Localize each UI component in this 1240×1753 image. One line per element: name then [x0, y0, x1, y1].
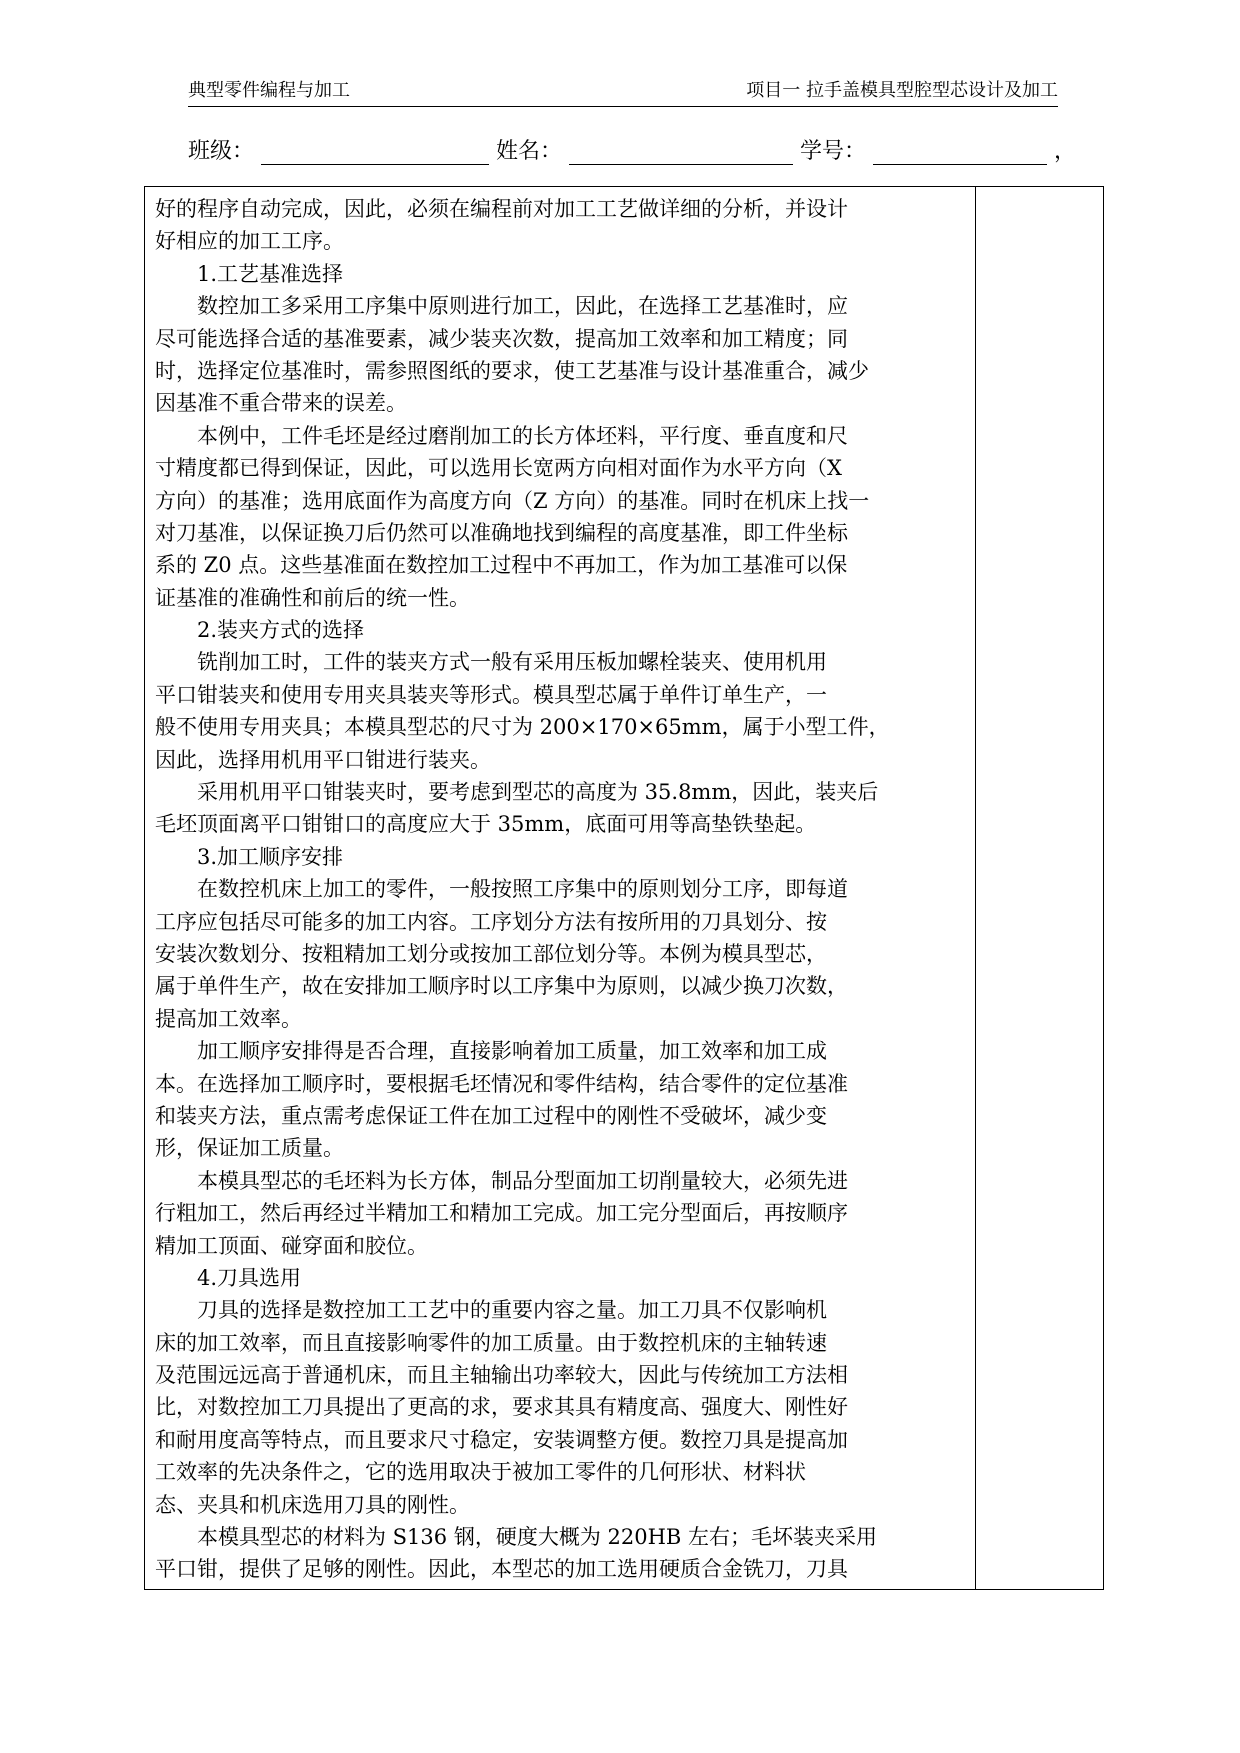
name-blank[interactable]: [569, 140, 793, 165]
text-line: 床的加工效率，而且直接影响零件的加工质量。由于数控机床的主轴转速: [155, 1330, 827, 1355]
student-id-label: 学号：: [800, 139, 867, 164]
column-divider: [975, 187, 976, 1589]
text-line: 毛坯顶面离平口钳钳口的高度应大于 35mm，底面可用等高垫铁垫起。: [155, 812, 817, 837]
text-line: 采用机用平口钳装夹时，要考虑到型芯的高度为 35.8mm，因此，装夹后: [197, 780, 879, 805]
content-table: [144, 186, 1104, 1590]
text-line: 比，对数控加工刀具提出了更高的求，要求其具有精度高、强度大、刚性好: [155, 1395, 848, 1420]
text-line: 般不使用专用夹具；本模具型芯的尺寸为 200×170×65mm，属于小型工件，: [155, 715, 890, 740]
text-line: 好的程序自动完成，因此，必须在编程前对加工工艺做详细的分析，并设计: [155, 197, 848, 221]
text-line: 加工顺序安排得是否合理，直接影响着加工质量，加工效率和加工成: [197, 1039, 827, 1064]
text-line: 证基准的准确性和前后的统一性。: [155, 585, 470, 610]
class-label: 班级：: [188, 139, 255, 164]
page-header: [188, 76, 1058, 107]
student-id-blank[interactable]: [873, 140, 1047, 165]
text-line: 铣削加工时，工件的装夹方式一般有采用压板加螺栓装夹、使用机用: [197, 650, 827, 675]
course-title: 典型零件编程与加工: [188, 80, 350, 101]
text-line: 和装夹方法，重点需考虑保证工件在加工过程中的刚性不受破坏，减少变: [155, 1103, 827, 1128]
text-line: 平口钳，提供了足够的刚性。因此，本型芯的加工选用硬质合金铣刀，刀具: [155, 1557, 848, 1582]
text-line: 因基准不重合带来的误差。: [155, 391, 407, 416]
section-heading: 1.工艺基准选择: [197, 261, 344, 286]
text-line: 尽可能选择合适的基准要素，减少装夹次数，提高加工效率和加工精度；同: [155, 326, 848, 351]
text-line: 本模具型芯的毛坯料为长方体，制品分型面加工切削量较大，必须先进: [197, 1168, 848, 1193]
text-line: 属于单件生产，故在安排加工顺序时以工序集中为原则，以减少换刀次数，: [155, 974, 848, 999]
text-line: 工效率的先决条件之，它的选用取决于被加工零件的几何形状、材料状: [155, 1460, 806, 1485]
text-line: 及范围远远高于普通机床，而且主轴输出功率较大，因此与传统加工方法相: [155, 1363, 848, 1388]
text-line: 因此，选择用机用平口钳进行装夹。: [155, 747, 491, 772]
text-line: 好相应的加工工序。: [155, 229, 344, 254]
text-line: 行粗加工，然后再经过半精加工和精加工完成。加工完分型面后，再按顺序: [155, 1201, 848, 1226]
trailing-comma: ，: [1054, 139, 1077, 164]
student-info-row: [188, 134, 1077, 164]
text-line: 形，保证加工质量。: [155, 1136, 344, 1161]
text-line: 工序应包括尽可能多的加工内容。工序划分方法有按所用的刀具划分、按: [155, 909, 827, 934]
text-line: 提高加工效率。: [155, 1006, 302, 1031]
text-line: 在数控机床上加工的零件，一般按照工序集中的原则划分工序，即每道: [197, 877, 848, 902]
text-line: 数控加工多采用工序集中原则进行加工，因此，在选择工艺基准时，应: [197, 294, 848, 319]
text-line: 方向）的基准；选用底面作为高度方向（Z 方向）的基准。同时在机床上找一: [155, 488, 870, 513]
text-line: 精加工顶面、碰穿面和胶位。: [155, 1233, 428, 1258]
body-text: [155, 193, 971, 1586]
text-line: 态、夹具和机床选用刀具的刚性。: [155, 1492, 470, 1517]
text-line: 时，选择定位基准时，需参照图纸的要求，使工艺基准与设计基准重合，减少: [155, 358, 869, 383]
text-line: 本模具型芯的材料为 S136 钢，硬度大概为 220HB 左右；毛坏装夹采用: [197, 1525, 877, 1550]
text-line: 寸精度都已得到保证，因此，可以选用长宽两方向相对面作为水平方向（X: [155, 456, 842, 481]
section-heading: 3.加工顺序安排: [197, 844, 344, 869]
text-line: 对刀基准，以保证换刀后仍然可以准确地找到编程的高度基准，即工件坐标: [155, 520, 848, 545]
class-blank[interactable]: [261, 140, 489, 165]
name-label: 姓名：: [496, 139, 563, 164]
text-line: 和耐用度高等特点，而且要求尺寸稳定，安装调整方便。数控刀具是提高加: [155, 1427, 848, 1452]
text-line: 系的 Z0 点。这些基准面在数控加工过程中不再加工，作为加工基准可以保: [155, 553, 848, 578]
project-title: 项目一 拉手盖模具型腔型芯设计及加工: [746, 80, 1058, 101]
text-line: 本例中，工件毛坯是经过磨削加工的长方体坯料，平行度、垂直度和尺: [197, 423, 848, 448]
text-line: 刀具的选择是数控加工工艺中的重要内容之量。加工刀具不仅影响机: [197, 1298, 827, 1323]
section-heading: 4.刀具选用: [197, 1265, 302, 1290]
text-line: 平口钳装夹和使用专用夹具装夹等形式。模具型芯属于单件订单生产，一: [155, 682, 827, 707]
section-heading: 2.装夹方式的选择: [197, 618, 365, 643]
text-line: 本。在选择加工顺序时，要根据毛坯情况和零件结构，结合零件的定位基准: [155, 1071, 848, 1096]
text-line: 安装次数划分、按粗精加工划分或按加工部位划分等。本例为模具型芯，: [155, 941, 827, 966]
